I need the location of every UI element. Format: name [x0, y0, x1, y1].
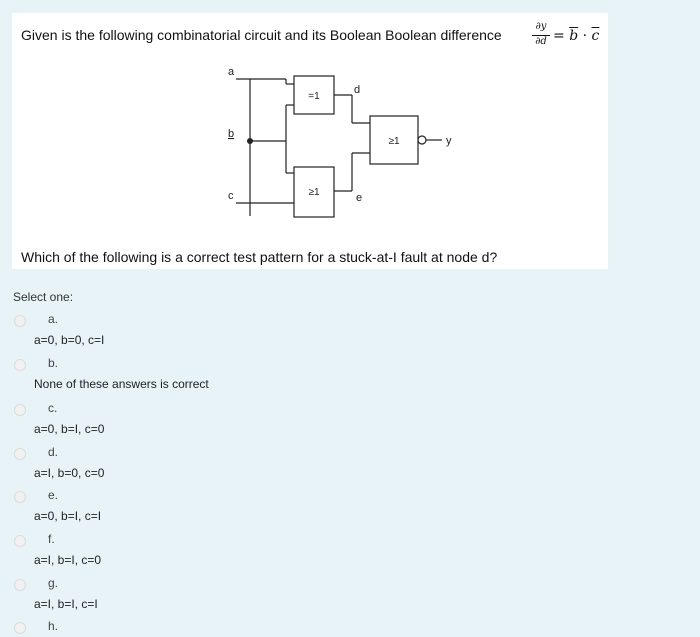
- sub-question-text: Which of the following is a correct test pattern for a stuck-at-I fault at node d?: [21, 249, 498, 265]
- radio-button[interactable]: [14, 315, 26, 327]
- option-text: a=I, b=I, c=0: [34, 553, 102, 567]
- label-e: e: [356, 192, 363, 204]
- not-c-term: $\overline{c}$: [591, 28, 600, 44]
- fraction-numerator: ∂y: [535, 21, 547, 32]
- label-a: a: [228, 66, 235, 78]
- option-text: a=I, b=I, c=I: [34, 597, 98, 611]
- fraction-denominator: ∂d: [535, 36, 547, 47]
- radio-button[interactable]: [14, 535, 26, 547]
- radio-button[interactable]: [14, 491, 26, 503]
- radio-button[interactable]: [14, 404, 26, 416]
- option-text: a=0, b=0, c=I: [34, 333, 105, 347]
- option-letter: b.: [48, 356, 59, 370]
- nor-gate-label: ≥1: [388, 136, 400, 147]
- option-b[interactable]: [14, 356, 314, 398]
- question-text: Given is the following combinatorial circuit and its Boolean Boolean difference: [21, 27, 502, 43]
- junction-dot: [247, 138, 253, 144]
- radio-button[interactable]: [14, 579, 26, 591]
- option-text: a=I, b=0, c=0: [34, 466, 105, 480]
- option-letter: e.: [48, 488, 59, 502]
- combinatorial-circuit-diagram: [12, 13, 608, 243]
- select-one-label: Select one:: [13, 290, 74, 304]
- option-c[interactable]: [14, 401, 314, 443]
- label-d: d: [354, 84, 361, 96]
- equals-sign: =: [553, 28, 565, 44]
- option-text: None of these answers is correct: [34, 377, 209, 391]
- option-e[interactable]: [14, 488, 314, 530]
- option-f[interactable]: [14, 532, 314, 574]
- not-b-term: $\overline{b}$: [569, 28, 579, 44]
- option-letter: f.: [48, 532, 55, 546]
- option-letter: g.: [48, 576, 59, 590]
- option-h[interactable]: [14, 619, 314, 637]
- label-c: c: [228, 190, 234, 202]
- option-letter: h.: [48, 619, 59, 633]
- option-d[interactable]: [14, 445, 314, 487]
- label-b: b: [228, 128, 235, 140]
- option-a[interactable]: [14, 312, 314, 354]
- option-letter: a.: [48, 312, 59, 326]
- option-g[interactable]: [14, 576, 314, 618]
- radio-button[interactable]: [14, 448, 26, 460]
- xor-gate-label: =1: [308, 91, 320, 102]
- label-y: y: [446, 135, 452, 147]
- option-letter: c.: [48, 401, 58, 415]
- radio-button[interactable]: [14, 622, 26, 634]
- question-card: [12, 13, 608, 269]
- option-text: a=0, b=I, c=0: [34, 422, 105, 436]
- option-text: a=0, b=I, c=I: [34, 509, 102, 523]
- inversion-bubble: [418, 136, 426, 144]
- radio-button[interactable]: [14, 359, 26, 371]
- option-letter: d.: [48, 445, 59, 459]
- dot-operator: ·: [582, 28, 588, 44]
- or-gate-label: ≥1: [308, 187, 320, 198]
